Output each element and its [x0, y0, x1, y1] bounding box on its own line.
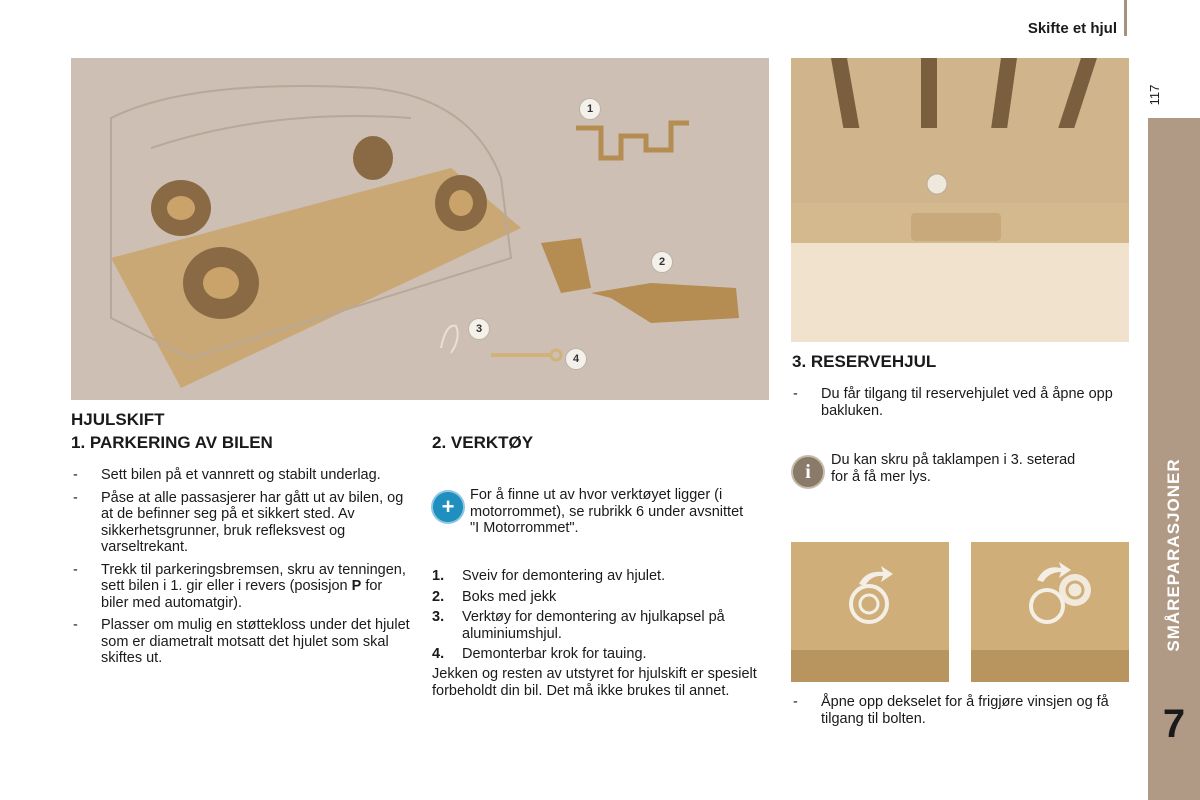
header-divider [1124, 0, 1127, 36]
list-item-text: Trekk til parkeringsbremsen, skru av tenningen, sett bilen i 1. gir eller i revers (posisjon [101, 561, 406, 594]
list-item-text: Demonterbar krok for tauing. [462, 646, 647, 662]
list-item-text: Boks med jekk [462, 588, 557, 605]
parking-steps-list [71, 467, 411, 673]
tools-closing-text: Jekken og resten av utstyret for hjulskift er spesielt forbeholdt din bil. Det må ikke brukes til annet. [432, 666, 757, 699]
list-item: - Påse at alle passasjerer har gått ut av bilen, og at de befinner seg på et sikkert sted. Av sikkerhetsgrunner, bruk refleksvest og varseltrekant. [71, 490, 411, 556]
list-item: - Du får tilgang til reservehjulet ved å åpne opp bakluken. [791, 386, 1131, 419]
list-item-text: for biler med automatgir). [101, 578, 383, 611]
page-number: 117 [1147, 84, 1162, 106]
plus-info-icon: + [431, 490, 465, 524]
car-wheel-tools-drawing [71, 58, 769, 400]
cover-open-photo-1 [791, 542, 949, 682]
callout-1: 1 [579, 98, 601, 120]
cover-photo-2-drawing [971, 542, 1129, 682]
list-item: - Sett bilen på et vannrett og stabilt underlag. [71, 467, 411, 484]
callout-2: 2 [651, 251, 673, 273]
section3-heading: 3. RESERVEHJUL [792, 352, 937, 371]
cover-open-photo-2 [971, 542, 1129, 682]
page-header-title: Skifte et hjul [1027, 20, 1117, 37]
list-item [432, 646, 752, 663]
spare-wheel-list [791, 386, 1131, 425]
cover-photo-1-drawing [791, 542, 949, 682]
chapter-title-text: SMÅREPARASJONER [1164, 458, 1183, 652]
info-i-icon: i [791, 455, 825, 489]
callout-3: 3 [468, 318, 490, 340]
list-number: 3. [432, 609, 445, 625]
list-item: - Åpne opp dekselet for å frigjøre vinsjen og få tilgang til bolten. [791, 694, 1131, 727]
gear-position-label: P [351, 578, 362, 594]
list-item [71, 562, 411, 612]
list-number: 4. [432, 646, 445, 662]
list-number: 2. [432, 588, 445, 605]
chapter-title [1148, 420, 1200, 690]
trunk-floor-photo [791, 58, 1129, 342]
tools-list [432, 568, 752, 667]
list-item [432, 589, 752, 606]
list-item-text: Verktøy for demontering av hjulkapsel på aluminiumshjul. [462, 609, 725, 642]
cover-open-list [791, 694, 1131, 733]
tip-note: Du kan skru på taklampen i 3. seterad for å få mer lys. [831, 452, 1076, 485]
list-number: 1. [432, 568, 445, 584]
section1-heading: 1. PARKERING AV BILEN [71, 433, 273, 452]
list-item-text: Sveiv for demontering av hjulet. [462, 568, 666, 584]
chapter-number: 7 [1162, 702, 1186, 746]
section2-heading: 2. VERKTØY [432, 433, 534, 452]
list-item [432, 609, 752, 642]
trunk-floor-drawing [791, 58, 1129, 342]
main-heading: HJULSKIFT [71, 410, 165, 429]
list-item: - Plasser om mulig en støttekloss under det hjulet som er diametralt motsatt det hjulet som skal skiftes ut. [71, 617, 411, 667]
info-note: For å finne ut av hvor verktøyet ligger (i motorrommet), se rubrikk 6 under avsnittet "I Motorrommet". [470, 487, 744, 536]
list-item [432, 568, 752, 585]
callout-4: 4 [565, 348, 587, 370]
car-tools-illustration [71, 58, 769, 400]
